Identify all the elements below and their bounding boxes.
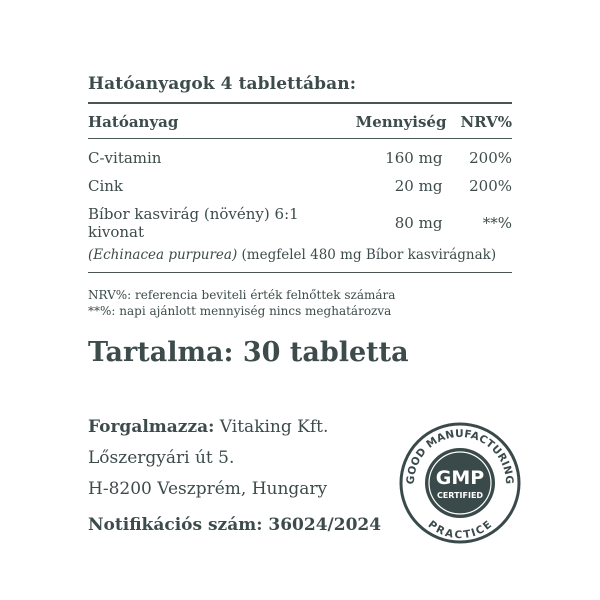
ingredient-nrv: 200% <box>469 149 512 167</box>
ingredient-qty: 80 mg <box>394 214 443 232</box>
echinacea-note: (megfelel 480 mg Bíbor kasvirágnak) <box>237 247 497 263</box>
table-row <box>88 139 512 173</box>
distributor-address-city: H-8200 Veszprém, Hungary <box>88 479 328 499</box>
distributor-label: Forgalmazza: <box>88 417 215 437</box>
ingredients-title: Hatóanyagok 4 tablettában: <box>88 74 357 94</box>
echinacea-latin: (Echinacea purpurea) <box>88 247 238 263</box>
header-nrv: NRV% <box>460 113 512 131</box>
badge-certified-text: CERTIFIED <box>436 491 484 500</box>
table-row <box>88 201 512 247</box>
footnotes <box>88 287 512 319</box>
ingredient-nrv: **% <box>482 214 512 232</box>
distributor-address-street: Lőszergyári út 5. <box>88 448 235 468</box>
table-row <box>88 173 512 201</box>
badge-top-text: GOOD MANUFACTURING <box>404 427 516 485</box>
table-bottom-rule <box>88 272 512 273</box>
footnote-asterisk: **%: napi ajánlott mennyiség nincs meghatározva <box>88 304 392 318</box>
ingredient-name: Cink <box>88 177 124 195</box>
ingredient-name: C-vitamin <box>88 149 162 167</box>
contents-heading: Tartalma: 30 tabletta <box>88 337 409 368</box>
footnote-nrv: NRV%: referencia beviteli érték felnőttek számára <box>88 288 396 302</box>
echinacea-note-row <box>88 247 512 272</box>
badge-gmp-text: GMP <box>435 467 485 489</box>
table-header-row <box>88 104 512 138</box>
gmp-certified-badge-icon <box>398 421 522 545</box>
ingredient-name: Bíbor kasvirág (növény) 6:1 kivonat <box>88 205 299 241</box>
header-qty: Mennyiség <box>355 113 447 131</box>
header-name: Hatóanyag <box>88 113 179 131</box>
ingredients-table <box>88 104 512 272</box>
distributor-name: Vitaking Kft. <box>214 417 329 437</box>
ingredient-nrv: 200% <box>469 177 512 195</box>
ingredient-qty: 160 mg <box>385 149 443 167</box>
ingredient-qty: 20 mg <box>394 177 443 195</box>
badge-bottom-text: PRACTICE <box>425 518 495 542</box>
notification-number: Notifikációs szám: 36024/2024 <box>88 515 382 535</box>
